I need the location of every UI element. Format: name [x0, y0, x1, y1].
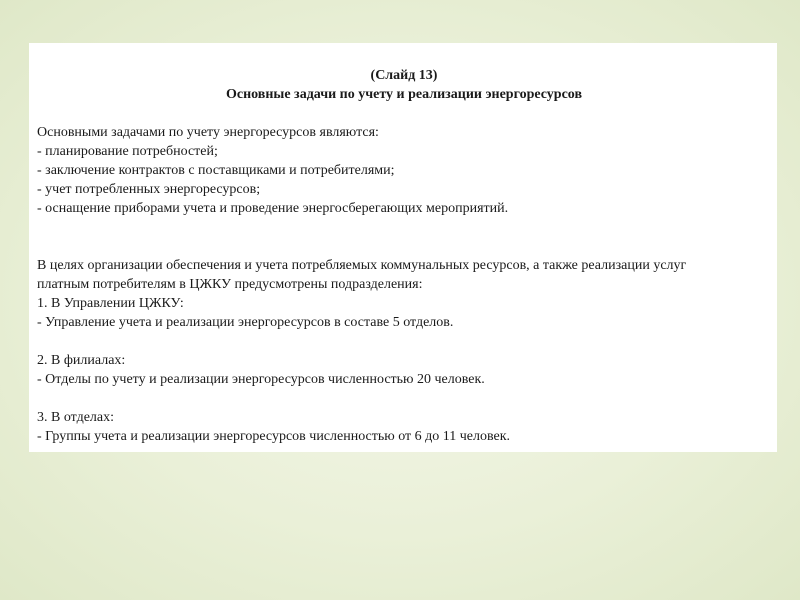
spacer [37, 332, 771, 351]
tasks-intro: Основными задачами по учету энергоресурсов являются: [37, 125, 379, 140]
task-item: - учет потребленных энергоресурсов; [37, 182, 261, 197]
slide-number: (Слайд 13) [370, 68, 438, 83]
section-heading: 2. В филиалах: [37, 353, 126, 368]
section-item: - Группы учета и реализации энергоресурсов численностью от 6 до 11 человек. [37, 429, 511, 444]
slide-content-card [29, 43, 777, 452]
organization-paragraph-line: В целях организации обеспечения и учета потребляемых коммунальных ресурсов, а также реализации услуг [37, 258, 687, 273]
organization-paragraph-line: платным потребителям в ЦЖКУ предусмотрены подразделения: [37, 277, 423, 292]
section-heading: 3. В отделах: [37, 410, 115, 425]
section-heading: 1. В Управлении ЦЖКУ: [37, 296, 184, 311]
section-item: - Отделы по учету и реализации энергоресурсов численностью 20 человек. [37, 372, 485, 387]
spacer [37, 104, 771, 123]
slide-text-block [37, 66, 771, 446]
spacer [37, 389, 771, 408]
spacer [37, 218, 771, 256]
section-item: - Управление учета и реализации энергоресурсов в составе 5 отделов. [37, 315, 454, 330]
task-item: - оснащение приборами учета и проведение энергосберегающих мероприятий. [37, 201, 509, 216]
task-item: - планирование потребностей; [37, 144, 218, 159]
task-item: - заключение контрактов с поставщиками и потребителями; [37, 163, 395, 178]
slide-title: Основные задачи по учету и реализации энергоресурсов [225, 87, 583, 102]
